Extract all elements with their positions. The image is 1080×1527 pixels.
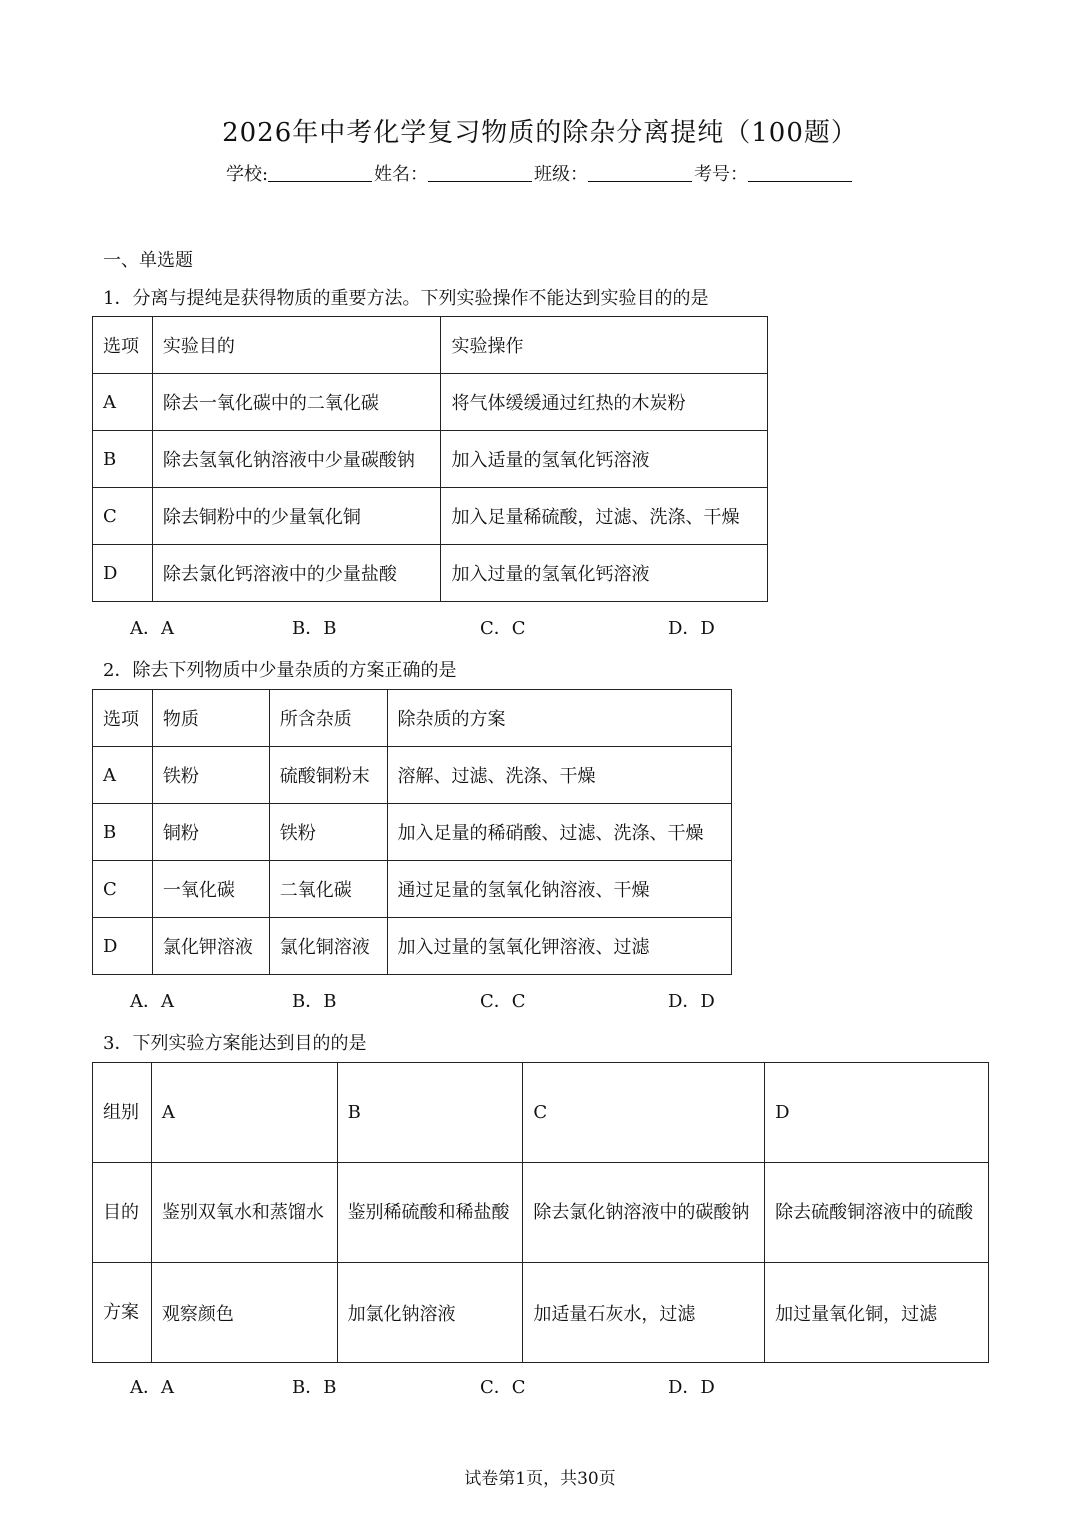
table-cell: 氯化钾溶液	[152, 918, 269, 975]
table-row	[93, 1063, 989, 1163]
table-header-row	[93, 317, 768, 374]
table-cell: 氯化铜溶液	[269, 918, 387, 975]
table-cell: 铁粉	[269, 804, 387, 861]
table-cell: 二氧化碳	[269, 861, 387, 918]
question-3-table	[92, 1062, 989, 1363]
table-cell: 通过足量的氢氧化钠溶液、干燥	[387, 861, 732, 918]
option-b[interactable]: B．B	[292, 991, 337, 1012]
name-label: 姓名：	[374, 164, 429, 185]
table-cell: 除去一氧化碳中的二氧化碳	[152, 374, 441, 431]
option-a[interactable]: A．A	[130, 991, 174, 1012]
header-cell: 选项	[93, 690, 153, 747]
table-cell: B	[93, 804, 153, 861]
table-row	[93, 804, 732, 861]
option-c[interactable]: C．C	[480, 991, 526, 1012]
table-cell: 加适量石灰水，过滤	[523, 1263, 765, 1363]
table-cell: 加入过量的氢氧化钾溶液、过滤	[387, 918, 732, 975]
option-c[interactable]: C．C	[480, 1377, 526, 1398]
class-blank[interactable]	[588, 163, 692, 182]
table-cell: 加过量氧化铜，过滤	[765, 1263, 989, 1363]
table-row	[93, 1163, 989, 1263]
table-row	[93, 374, 768, 431]
table-row	[93, 488, 768, 545]
option-b[interactable]: B．B	[292, 1377, 337, 1398]
option-d[interactable]: D．D	[668, 618, 715, 639]
name-blank[interactable]	[428, 163, 532, 182]
option-d[interactable]: D．D	[668, 991, 715, 1012]
table-cell: 硫酸铜粉末	[269, 747, 387, 804]
table-cell: 除去氢氧化钠溶液中少量碳酸钠	[152, 431, 441, 488]
table-row	[93, 545, 768, 602]
option-b[interactable]: B．B	[292, 618, 337, 639]
row-label-cell: 方案	[93, 1263, 152, 1363]
header-cell: 实验操作	[441, 317, 768, 374]
question-1-table	[92, 316, 768, 602]
header-cell: 物质	[152, 690, 269, 747]
table-cell: 溶解、过滤、洗涤、干燥	[387, 747, 732, 804]
question-2-stem: 2．除去下列物质中少量杂质的方案正确的是	[103, 660, 457, 681]
table-cell: D	[93, 545, 153, 602]
table-cell: 铜粉	[152, 804, 269, 861]
table-row	[93, 747, 732, 804]
table-cell: B	[337, 1063, 523, 1163]
question-1-options	[130, 614, 830, 638]
school-blank[interactable]	[268, 163, 372, 182]
table-row	[93, 861, 732, 918]
class-label: 班级：	[534, 164, 589, 185]
exam-no-blank[interactable]	[748, 163, 852, 182]
student-info-line	[0, 160, 1080, 186]
table-cell: 加入适量的氢氧化钙溶液	[441, 431, 768, 488]
table-row	[93, 1263, 989, 1363]
header-cell: 所含杂质	[269, 690, 387, 747]
question-2-table	[92, 689, 732, 975]
table-cell: 观察颜色	[151, 1263, 337, 1363]
table-cell: D	[93, 918, 153, 975]
table-cell: A	[151, 1063, 337, 1163]
table-cell: 加入过量的氢氧化钙溶液	[441, 545, 768, 602]
table-header-row	[93, 690, 732, 747]
table-row	[93, 431, 768, 488]
table-cell: A	[93, 374, 153, 431]
school-label: 学校:	[225, 164, 269, 185]
table-cell: 鉴别稀硫酸和稀盐酸	[337, 1163, 523, 1263]
table-cell: 除去氯化钙溶液中的少量盐酸	[152, 545, 441, 602]
table-cell: 鉴别双氧水和蒸馏水	[151, 1163, 337, 1263]
header-cell: 实验目的	[152, 317, 441, 374]
table-cell: 除去硫酸铜溶液中的硫酸	[765, 1163, 989, 1263]
table-cell: 加氯化钠溶液	[337, 1263, 523, 1363]
row-label-cell: 组别	[93, 1063, 152, 1163]
table-row	[93, 918, 732, 975]
table-cell: A	[93, 747, 153, 804]
row-label-cell: 目的	[93, 1163, 152, 1263]
table-cell: B	[93, 431, 153, 488]
option-a[interactable]: A．A	[130, 1377, 174, 1398]
table-cell: 将气体缓缓通过红热的木炭粉	[441, 374, 768, 431]
table-cell: 加入足量的稀硝酸、过滤、洗涤、干燥	[387, 804, 732, 861]
page-title: 2026年中考化学复习物质的除杂分离提纯（100题）	[222, 118, 858, 148]
page-footer: 试卷第1页，共30页	[464, 1469, 616, 1489]
question-2-options	[130, 987, 830, 1011]
table-cell: 除去铜粉中的少量氧化铜	[152, 488, 441, 545]
option-a[interactable]: A．A	[130, 618, 174, 639]
section-heading: 一、单选题	[103, 250, 193, 271]
question-3-stem: 3．下列实验方案能达到目的的是	[103, 1033, 367, 1054]
table-cell: C	[523, 1063, 765, 1163]
option-d[interactable]: D．D	[668, 1377, 715, 1398]
header-cell: 除杂质的方案	[387, 690, 732, 747]
table-cell: C	[93, 488, 153, 545]
question-3-options	[130, 1373, 830, 1397]
option-c[interactable]: C．C	[480, 618, 526, 639]
table-cell: 铁粉	[152, 747, 269, 804]
table-cell: 一氧化碳	[152, 861, 269, 918]
table-cell: 除去氯化钠溶液中的碳酸钠	[523, 1163, 765, 1263]
table-cell: D	[765, 1063, 989, 1163]
question-1-stem: 1．分离与提纯是获得物质的重要方法。下列实验操作不能达到实验目的的是	[103, 288, 709, 309]
exam-no-label: 考号：	[694, 164, 749, 185]
table-cell: 加入足量稀硫酸，过滤、洗涤、干燥	[441, 488, 768, 545]
header-cell: 选项	[93, 317, 153, 374]
table-cell: C	[93, 861, 153, 918]
